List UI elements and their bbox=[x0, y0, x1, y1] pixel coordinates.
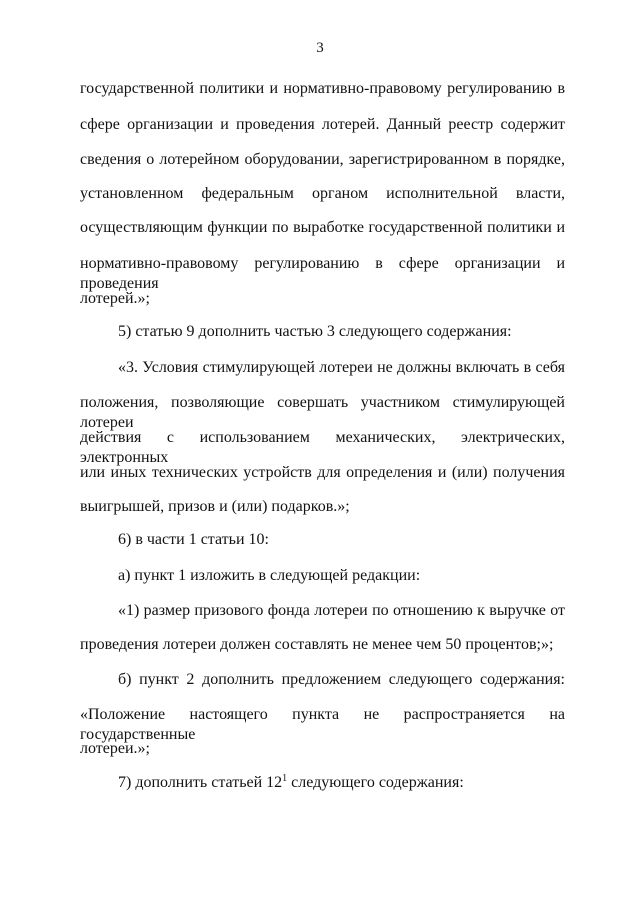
text-line: или иных технических устройств для определения и (или) получения bbox=[80, 464, 565, 481]
text-line: действия с использованием механических, электрических, электронных bbox=[80, 429, 565, 466]
text-line: 5) статью 9 дополнить частью 3 следующего содержания: bbox=[118, 323, 512, 340]
text-line: «3. Условия стимулирующей лотереи не должны включать в себя bbox=[118, 359, 565, 376]
text-line: «Положение настоящего пункта не распространяется на государственные bbox=[80, 706, 565, 743]
text-fragment: 7) дополнить статьей 12 bbox=[118, 774, 283, 791]
text-line: выигрышей, призов и (или) подарков.»; bbox=[80, 498, 350, 515]
text-line: проведения лотереи должен составлять не менее чем 50 процентов;»; bbox=[80, 636, 554, 653]
text-line: установленном федеральным органом исполнительной власти, bbox=[80, 185, 565, 202]
text-line: лотерей.»; bbox=[80, 290, 150, 307]
text-line bbox=[118, 773, 464, 793]
text-fragment: следующего содержания: bbox=[287, 774, 464, 791]
text-line: сфере организации и проведения лотерей. Данный реестр содержит bbox=[80, 116, 565, 133]
text-line: положения, позволяющие совершать участником стимулирующей лотереи bbox=[80, 394, 565, 431]
text-line: государственной политики и нормативно-правовому регулированию в bbox=[80, 80, 565, 97]
text-line: лотереи.»; bbox=[80, 740, 150, 757]
text-line: «1) размер призового фонда лотереи по отношению к выручке от bbox=[118, 602, 565, 619]
text-line: 6) в части 1 статьи 10: bbox=[118, 531, 269, 548]
superscript: 1 bbox=[282, 773, 288, 784]
text-line: б) пункт 2 дополнить предложением следующего содержания: bbox=[118, 671, 565, 688]
text-line: осуществляющим функции по выработке государственной политики и bbox=[80, 219, 565, 236]
text-line: сведения о лотерейном оборудовании, зарегистрированном в порядке, bbox=[80, 151, 565, 168]
text-line: а) пункт 1 изложить в следующей редакции: bbox=[118, 567, 421, 584]
page-number: 3 bbox=[316, 40, 324, 56]
text-line: нормативно-правовому регулированию в сфере организации и проведения bbox=[80, 255, 565, 292]
